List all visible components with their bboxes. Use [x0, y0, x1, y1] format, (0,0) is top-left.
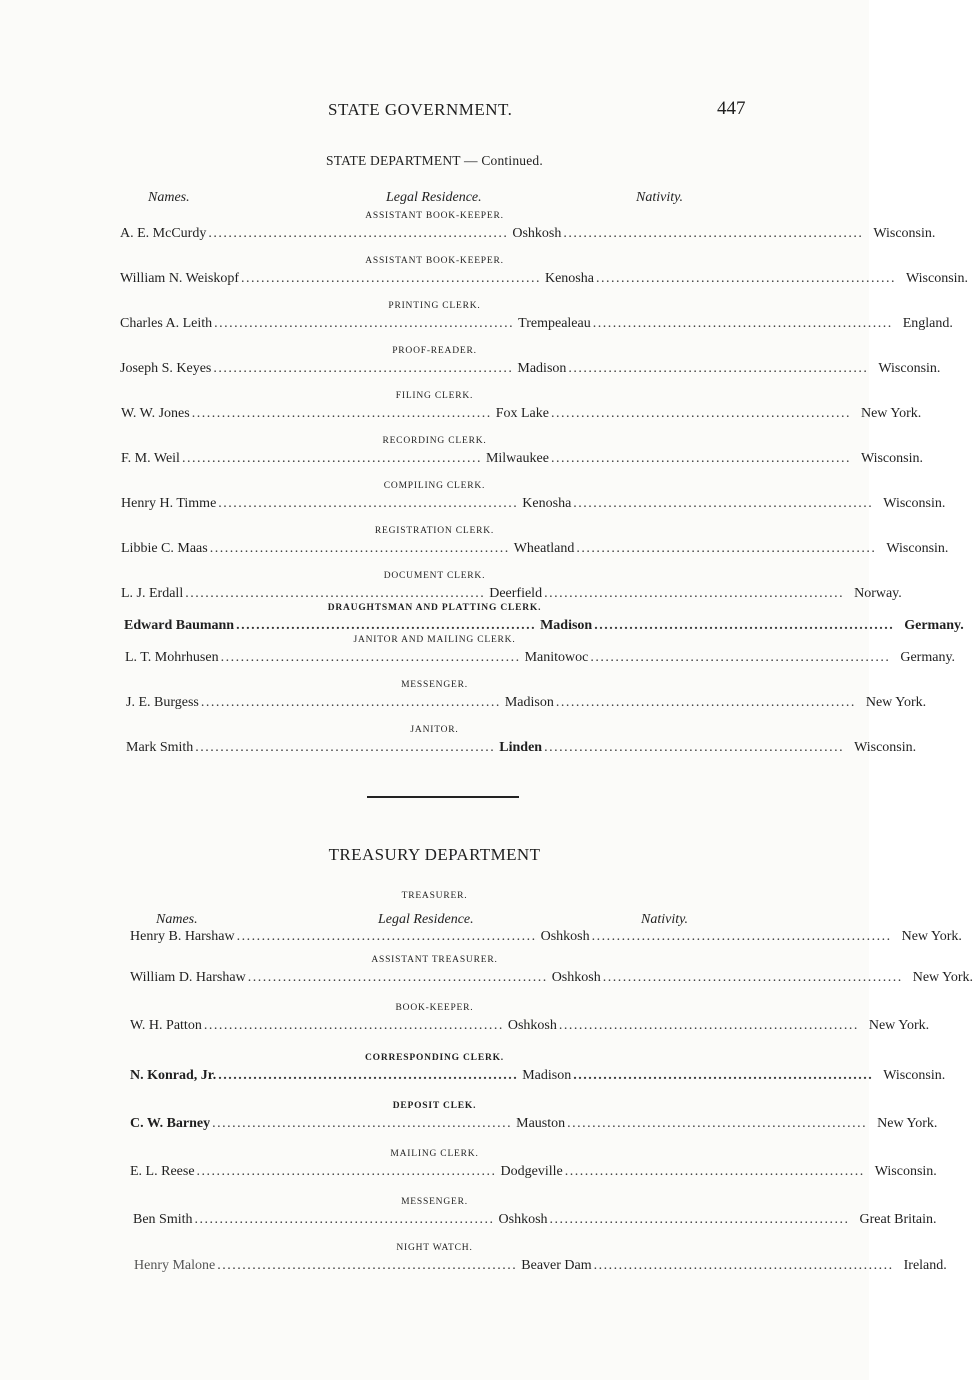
staff-nativity: Wisconsin. [883, 496, 946, 511]
staff-entry [0, 1003, 930, 1053]
staff-role: DOCUMENT CLERK. [383, 571, 486, 581]
staff-nativity: Wisconsin. [905, 271, 969, 286]
state-column-headers [0, 190, 869, 208]
staff-name: C. W. Barney [130, 1116, 211, 1131]
staff-residence: Madison [517, 361, 567, 376]
staff-nativity: Norway. [854, 586, 902, 601]
staff-nativity: Germany. [900, 650, 956, 665]
staff-row: Mark Smith ............................................................ Linden ............................................................ Wisconsin. [126, 740, 917, 755]
staff-entry [0, 603, 964, 635]
staff-entry [0, 256, 969, 301]
staff-nativity: Wisconsin. [883, 1068, 946, 1083]
staff-nativity: Wisconsin. [874, 1164, 937, 1179]
staff-nativity: New York. [868, 1018, 930, 1033]
staff-residence: Kenosha [544, 271, 594, 286]
staff-role: PROOF-READER. [392, 346, 477, 356]
staff-nativity: Wisconsin. [886, 541, 949, 556]
staff-role: NIGHT WATCH. [396, 1243, 473, 1253]
staff-entry [0, 571, 902, 603]
staff-residence: Trempealeau [518, 316, 591, 331]
nativity-header: Nativity. [641, 912, 689, 927]
staff-name: Libbie C. Maas [121, 541, 208, 556]
staff-residence: Dodgeville [500, 1164, 563, 1179]
staff-row: L. J. Erdall ............................................................ Deerfield ............................................................ Norway. [121, 586, 902, 601]
staff-role: MESSENGER. [401, 680, 468, 690]
staff-row: Edward Baumann ............................................................ Madison ............................................................ Germany. [124, 618, 964, 633]
staff-entry [0, 301, 953, 346]
staff-residence: Oshkosh [551, 970, 601, 985]
staff-entry [0, 955, 973, 1003]
staff-role: MAILING CLERK. [390, 1149, 479, 1159]
staff-role: TREASURER. [401, 891, 468, 901]
staff-residence: Oshkosh [540, 929, 590, 944]
staff-name: A. E. McCurdy [120, 226, 207, 241]
staff-row: F. M. Weil ............................................................ Milwaukee ............................................................ Wisconsin. [121, 451, 923, 466]
staff-row: William D. Harshaw ............................................................ Oshkosh ............................................................ New York. [130, 970, 973, 985]
staff-nativity: Ireland. [903, 1258, 947, 1273]
staff-role: PRINTING CLERK. [388, 301, 481, 311]
staff-residence: Kenosha [522, 496, 572, 511]
staff-nativity: New York. [912, 970, 973, 985]
staff-residence: Madison [540, 618, 593, 633]
staff-entry [0, 1243, 947, 1289]
staff-row: Charles A. Leith ............................................................ Trempealeau ............................................................ England. [120, 316, 953, 331]
staff-row: Ben Smith ............................................................ Oshkosh ............................................................ Great Britain. [133, 1212, 937, 1227]
staff-nativity: Great Britain. [859, 1212, 937, 1227]
staff-role: ASSISTANT BOOK-KEEPER. [365, 211, 504, 221]
staff-name: Edward Baumann [124, 618, 235, 633]
staff-name: N. Konrad, Jr. [130, 1068, 217, 1083]
staff-nativity: New York. [901, 929, 962, 944]
staff-name: J. E. Burgess [126, 695, 199, 710]
staff-role: FILING CLERK. [395, 391, 474, 401]
nativity-header: Nativity. [636, 190, 684, 205]
staff-entry [0, 211, 936, 256]
staff-role: ASSISTANT BOOK-KEEPER. [365, 256, 504, 266]
staff-entry [0, 725, 917, 770]
staff-name: E. L. Reese [130, 1164, 195, 1179]
running-head [0, 100, 869, 124]
staff-row: W. H. Patton ............................................................ Oshkosh ............................................................ New York. [130, 1018, 930, 1033]
page-number: 447 [717, 98, 746, 119]
staff-residence: Mauston [516, 1116, 566, 1131]
staff-nativity: Wisconsin. [860, 451, 923, 466]
state-department-subtitle: STATE DEPARTMENT — Continued. [326, 153, 543, 168]
running-title: STATE GOVERNMENT. [328, 100, 513, 119]
staff-nativity: New York. [877, 1116, 938, 1131]
staff-residence: Oshkosh [498, 1212, 548, 1227]
treasury-column-headers [0, 912, 869, 930]
staff-row: Libbie C. Maas ............................................................ Wheatland ............................................................ Wisconsin. [121, 541, 949, 556]
staff-entry [0, 391, 922, 436]
staff-role: BOOK-KEEPER. [395, 1003, 474, 1013]
staff-residence: Milwaukee [485, 451, 549, 466]
staff-nativity: Germany. [904, 618, 964, 633]
treasury-entries [0, 955, 973, 1289]
staff-nativity: Wisconsin. [873, 226, 936, 241]
staff-role: REGISTRATION CLERK. [374, 526, 495, 536]
section-divider [367, 796, 519, 798]
staff-role: JANITOR AND MAILING CLERK. [353, 635, 516, 645]
staff-row: J. E. Burgess ............................................................ Madison ............................................................ New York. [126, 695, 927, 710]
staff-entry [0, 481, 946, 526]
staff-row: Henry Malone ............................................................ Beaver Dam ............................................................ Ireland. [134, 1258, 947, 1273]
staff-residence: Manitowoc [524, 650, 589, 665]
staff-row: N. Konrad, Jr. ............................................................ Madison ............................................................ Wisconsin. [130, 1068, 946, 1083]
staff-nativity: Wisconsin. [854, 740, 917, 755]
staff-row: William N. Weiskopf ............................................................ Kenosha ............................................................ Wisconsin. [120, 271, 969, 286]
staff-residence: Oshkosh [512, 226, 562, 241]
staff-name: Charles A. Leith [120, 316, 213, 331]
staff-role: JANITOR. [410, 725, 459, 735]
staff-name: Henry B. Harshaw [130, 929, 235, 944]
staff-role: RECORDING CLERK. [382, 436, 487, 446]
staff-entry [0, 346, 941, 391]
staff-name: Joseph S. Keyes [120, 361, 212, 376]
staff-name: W. W. Jones [121, 406, 190, 421]
staff-role: COMPILING CLERK. [383, 481, 486, 491]
staff-name: Ben Smith [133, 1212, 193, 1227]
staff-role: ASSISTANT TREASURER. [371, 955, 498, 965]
staff-residence: Wheatland [513, 541, 575, 556]
staff-residence: Deerfield [489, 586, 543, 601]
staff-residence: Beaver Dam [521, 1258, 592, 1273]
staff-name: Mark Smith [126, 740, 194, 755]
staff-entry [0, 1149, 937, 1197]
staff-role: DEPOSIT CLEK. [392, 1101, 477, 1111]
treasury-department-title: TREASURY DEPARTMENT [328, 845, 541, 864]
staff-residence: Fox Lake [495, 406, 549, 421]
staff-nativity: New York. [865, 695, 927, 710]
staff-residence: Linden [499, 740, 543, 755]
staff-role: CORRESPONDING CLERK. [365, 1053, 504, 1063]
staff-entry [0, 1101, 938, 1149]
staff-name: William D. Harshaw [130, 970, 246, 985]
staff-row: E. L. Reese ............................................................ Dodgeville ............................................................ Wisconsin. [130, 1164, 937, 1179]
staff-role: MESSENGER. [401, 1197, 468, 1207]
staff-residence: Madison [504, 695, 554, 710]
staff-row: L. T. Mohrhusen ............................................................ Manitowoc ............................................................ Germany. [125, 650, 956, 665]
staff-name: William N. Weiskopf [120, 271, 239, 286]
staff-entry [0, 635, 956, 680]
names-header: Names. [148, 190, 190, 205]
staff-row: C. W. Barney ............................................................ Mauston ............................................................ New York. [130, 1116, 938, 1131]
staff-row: Henry H. Timme ............................................................ Kenosha ............................................................ Wisconsin. [121, 496, 946, 511]
staff-residence: Oshkosh [507, 1018, 557, 1033]
staff-nativity: New York. [860, 406, 922, 421]
staff-row: Joseph S. Keyes ............................................................ Madison ............................................................ Wisconsin. [120, 361, 941, 376]
staff-entry [0, 436, 923, 481]
staff-name: L. J. Erdall [121, 586, 184, 601]
staff-role: DRAUGHTSMAN AND PLATTING CLERK. [327, 603, 542, 613]
state-department-list [0, 211, 969, 770]
staff-name: F. M. Weil [121, 451, 180, 466]
staff-name: Henry Malone [134, 1258, 216, 1273]
residence-header: Legal Residence. [378, 912, 474, 927]
staff-row: W. W. Jones ............................................................ Fox Lake ............................................................ New York. [121, 406, 922, 421]
staff-row: Henry B. Harshaw ............................................................ Oshkosh ............................................................ New York. [130, 929, 962, 944]
staff-entry [0, 526, 949, 571]
staff-name: L. T. Mohrhusen [125, 650, 219, 665]
staff-name: Henry H. Timme [121, 496, 217, 511]
staff-entry [0, 680, 927, 725]
staff-nativity: Wisconsin. [878, 361, 941, 376]
names-header: Names. [156, 912, 198, 927]
staff-nativity: England. [902, 316, 953, 331]
staff-row: A. E. McCurdy ............................................................ Oshkosh ............................................................ Wisconsin. [120, 226, 936, 241]
staff-entry [0, 1053, 946, 1101]
residence-header: Legal Residence. [386, 190, 482, 205]
staff-name: W. H. Patton [130, 1018, 202, 1033]
staff-residence: Madison [522, 1068, 572, 1083]
staff-entry [0, 1197, 937, 1243]
